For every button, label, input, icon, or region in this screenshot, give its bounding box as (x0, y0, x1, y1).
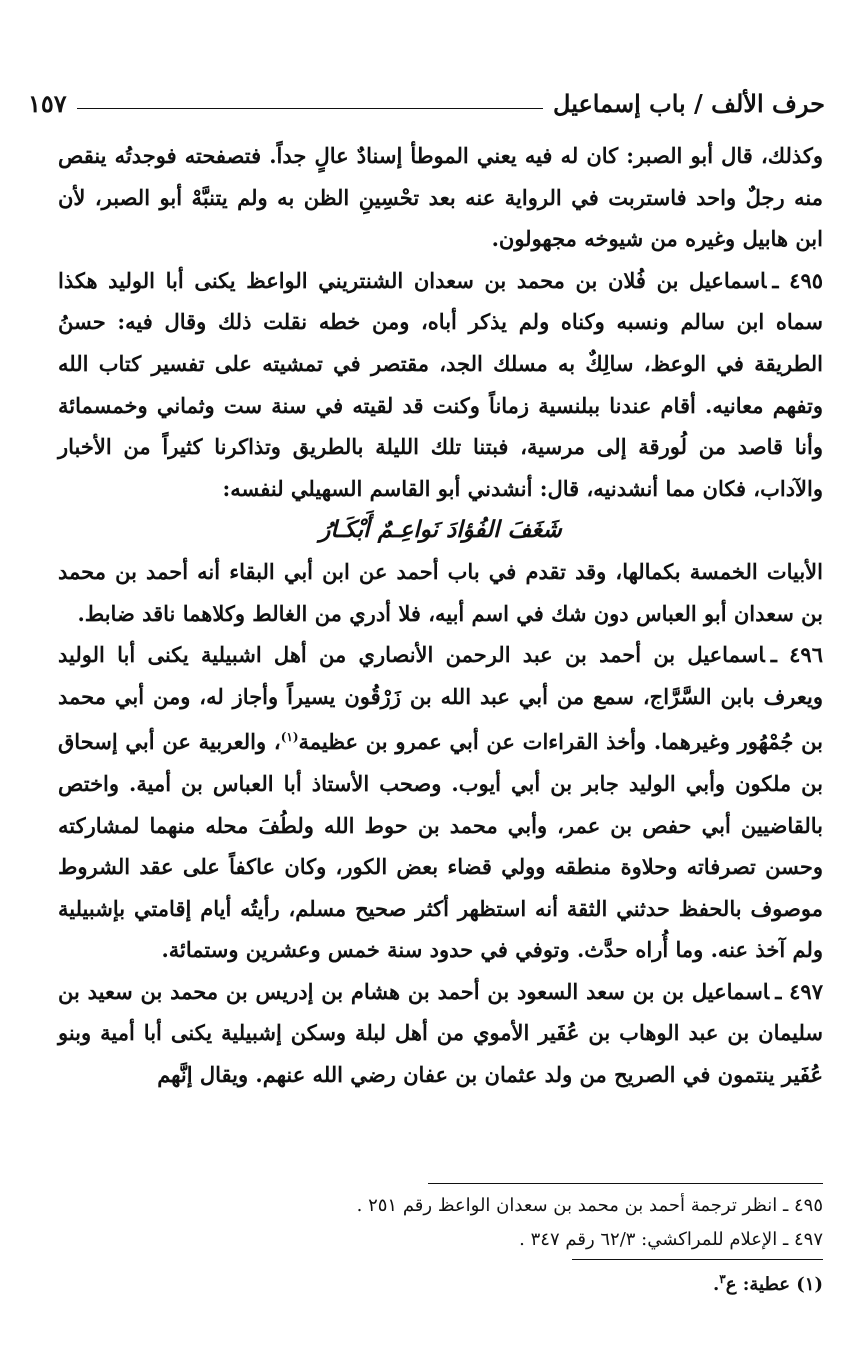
entry-number: ٤٩٦ ـ (770, 642, 823, 668)
main-text (58, 135, 823, 1096)
source-footnotes (58, 1189, 823, 1257)
footnote-1-marker: (١) (796, 1274, 823, 1295)
running-header (28, 78, 825, 128)
entry-text: اسماعيل بن أحمد بن عبد الرحمن الأنصاري من أهل اشبيلية يكنى أبا الوليد ويعرف بابن السَّرَّاج، سمع من أبي عبد الله بن زَرْقُون يسيراً وأجاز له، ومن أبي محمد بن جُمْهُور وغيرهما. وأخذ القراءات عن أبي عمرو بن عظيمة (58, 642, 823, 755)
entry-text: اسماعيل بن فُلان بن محمد بن سعدان الشنتريني الواعظ يكنى أبا الوليد هكذا سماه ابن سالم ونسبه وكناه ولم يذكر أباه، ومن خطه نقلت ذلك وقال فيه: حسنُ الطريقة في الوعظ، سالِكٌ به مسلك الجد، مقتصر في تمشيته على تفسير كتاب الله وتفهم معانيه. أقام عندنا ببلنسية زماناً وكنت قد لقيته في سنة ست وثماني وخمسمائة وأنا قاصد من لُورقة إلى مرسية، فبتنا تلك الليلة بالطريق وتذاكرنا كثيراً من الأخبار والآداب، فكان مما أنشدنيه، قال: أنشدني أبو القاسم السهيلي لنفسه: (58, 267, 823, 501)
entry-text-continued: ، والعربية عن أبي إسحاق بن ملكون وأبي الوليد جابر بن أبي أيوب. وصحب الأستاذ أبا العباس بن أمية. واختص بالقاضيين أبي حفص بن عمر، وأبي محمد بن حوط الله ولطُفَ محله منهما لمشاركته وحسن تصرفاته وحلاوة منطقه وولي قضاء بعض الكور، وكان عاكفاً على عقد الشروط موصوف بالحفظ حدثني الثقة أنه استظهر أكثر صحيح مسلم، رأيتُه أيام إقامتي بإشبيلية ولم آخذ عنه. وما أُراه حدَّث. وتوفي في حدود سنة خمس وعشرين وستمائة. (58, 729, 823, 963)
entry-497 (58, 971, 823, 1096)
paragraph-intro: وكذلك، قال أبو الصبر: كان له فيه يعني الموطأ إسنادٌ عالٍ جداً. فتصفحته فوجدتُه ينقص منه رجلٌ واحد فاستربت في الرواية عنه بعد تحْسِينِ الظن به ولم يتنبَّهْ أبو الصبر، لأن ابن هابيل وغيره من شيوخه مجهولون. (58, 143, 823, 252)
footnote-1-sup: ٣ (719, 1272, 726, 1286)
entry-495 (58, 260, 823, 510)
footnote-1 (58, 1264, 823, 1300)
header-rule (77, 108, 543, 109)
verse-line: شَغَفَ الفُؤادَ نَواعِـمٌ أَبْكَـارُ (319, 516, 562, 544)
footnote-1-end: . (713, 1274, 720, 1295)
footnote-1-text: عطية: ع (725, 1274, 790, 1295)
footnote-497: ٤٩٧ ـ الإعلام للمراكشي: ٦٢/٣ رقم ٣٤٧ . (519, 1229, 823, 1250)
page-number: ١٥٧ (28, 88, 67, 118)
entry-number: ٤٩٧ ـ (775, 978, 823, 1004)
footnote-495: ٤٩٥ ـ انظر ترجمة أحمد بن محمد بن سعدان الواعظ رقم ٢٥١ . (356, 1195, 823, 1216)
entry-496 (58, 634, 823, 971)
footnote-divider (428, 1183, 823, 1184)
footnote-marker[interactable]: (١) (280, 730, 299, 745)
entry-text: اسماعيل بن بن سعد السعود بن أحمد بن هشام بن إدريس بن محمد بن سعيد بن سليمان بن عبد الوهاب بن عُفَير الأموي من أهل لبلة وسكن إشبيلية يكنى أبا أمية وبنو عُفَير ينتمون في الصريح من ولد عثمان بن عفان رضي الله عنهم. ويقال إنَّهم (58, 978, 823, 1088)
chapter-title: حرف الألف / باب إسماعيل (553, 88, 825, 118)
footnote-divider-2 (572, 1259, 823, 1260)
paragraph-note: الأبيات الخمسة بكمالها، وقد تقدم في باب أحمد عن ابن أبي البقاء أنه أحمد بن محمد بن سعدان أبو العباس دون شك في اسم أبيه، فلا أدري من الغالط وكلاهما ناقد ضابط. (58, 558, 823, 626)
entry-number: ٤٩٥ ـ (772, 267, 824, 293)
